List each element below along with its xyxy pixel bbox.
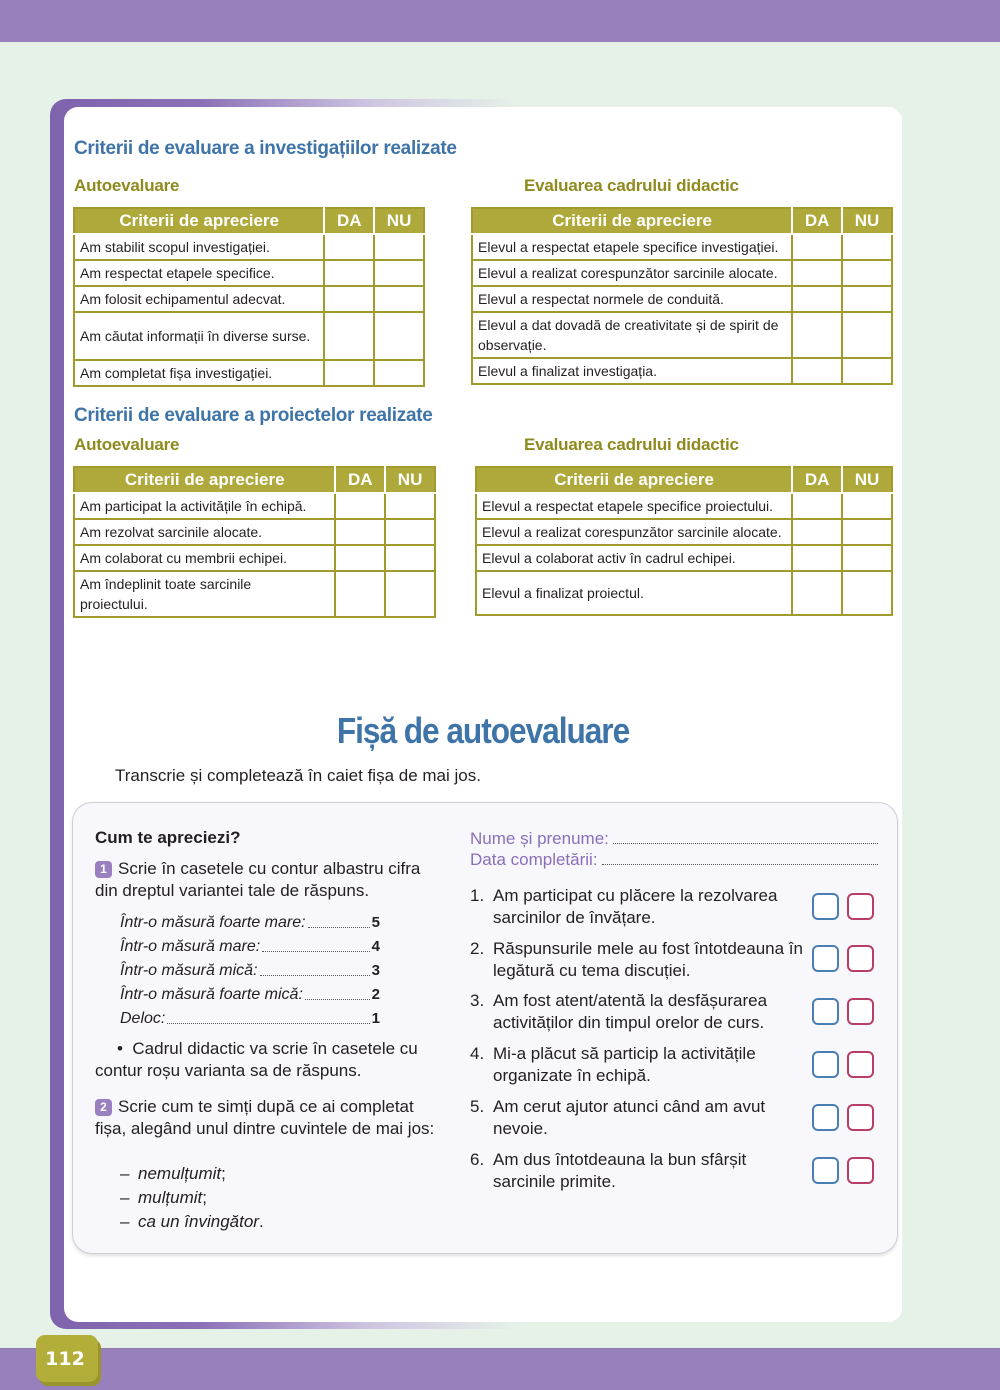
table-proiecte-cadru (475, 466, 893, 616)
da-cell[interactable] (792, 260, 842, 286)
name-dot-line[interactable] (613, 828, 878, 844)
task-number-badge: 2 (95, 1099, 112, 1116)
criterion-text: Am îndeplinit toate sarcinile proiectului. (74, 571, 335, 617)
option-punct: ; (202, 1188, 207, 1207)
nu-cell[interactable] (842, 545, 892, 571)
feeling-option: – ca un învingător. (120, 1212, 264, 1231)
dot-leader (260, 959, 370, 976)
dot-leader (308, 911, 370, 928)
item-number: 5. (470, 1097, 485, 1116)
item-number: 4. (470, 1044, 485, 1063)
student-answer-box[interactable] (812, 1051, 839, 1078)
student-answer-box[interactable] (812, 945, 839, 972)
dot-leader (305, 983, 370, 1000)
scale-row (120, 959, 380, 983)
nu-cell[interactable] (842, 312, 892, 358)
criterion-text: Am respectat etapele specifice. (74, 260, 324, 286)
item-text: Am cerut ajutor atunci când am avut nevoie. (493, 1097, 766, 1138)
column-header-criterii: Criterii de apreciere (472, 208, 792, 234)
student-answer-box[interactable] (812, 1157, 839, 1184)
criterion-text: Elevul a realizat corespunzător sarcinile alocate. (476, 519, 792, 545)
heading-autoevaluare-proiecte: Autoevaluare (74, 435, 180, 454)
table-row (74, 260, 424, 286)
da-cell[interactable] (324, 234, 374, 260)
da-cell[interactable] (324, 260, 374, 286)
item-text: Am fost atent/atentă la desfășurarea activităților din timpul orelor de curs. (493, 991, 768, 1032)
table-row (74, 571, 435, 617)
table-row (476, 493, 892, 519)
teacher-answer-box[interactable] (847, 893, 874, 920)
task-2 (95, 1096, 440, 1140)
da-cell[interactable] (792, 493, 842, 519)
scale-label: Într-o măsură foarte mare: (120, 914, 306, 931)
nu-cell[interactable] (374, 312, 424, 360)
item-number: 6. (470, 1150, 485, 1169)
table-row (74, 493, 435, 519)
criterion-text: Elevul a finalizat investigația. (472, 358, 792, 384)
criterion-text: Elevul a respectat normele de conduită. (472, 286, 792, 312)
da-cell[interactable] (792, 519, 842, 545)
criterion-text: Elevul a finalizat proiectul. (476, 571, 792, 615)
student-answer-box[interactable] (812, 1104, 839, 1131)
scale-value: 5 (371, 914, 380, 931)
column-header-nu: NU (374, 208, 424, 234)
item-text: Am participat cu plăcere la rezolvarea sarcinilor de învățare. (493, 886, 778, 927)
item-number: 2. (470, 939, 485, 958)
nu-cell[interactable] (842, 519, 892, 545)
nu-cell[interactable] (385, 519, 435, 545)
da-cell[interactable] (792, 571, 842, 615)
teacher-answer-box[interactable] (847, 1157, 874, 1184)
feeling-option: – mulțumit; (120, 1188, 207, 1207)
nu-cell[interactable] (842, 571, 892, 615)
heading-cadru-proiecte: Evaluarea cadrului didactic (524, 435, 739, 454)
table-row (74, 360, 424, 386)
item-number: 3. (470, 991, 485, 1010)
scale-value: 2 (371, 986, 380, 1003)
task-1 (95, 858, 440, 902)
scale-label: Într-o măsură mică: (120, 962, 258, 979)
option-text: ca un învingător (138, 1212, 259, 1231)
criterion-text: Am folosit echipamentul adecvat. (74, 286, 324, 312)
da-cell[interactable] (324, 286, 374, 312)
nu-cell[interactable] (374, 360, 424, 386)
criterion-text: Elevul a realizat corespunzător sarcinile alocate. (472, 260, 792, 286)
column-header-da: DA (335, 467, 385, 493)
da-cell[interactable] (324, 360, 374, 386)
da-cell[interactable] (792, 545, 842, 571)
scale-value: 1 (371, 1010, 380, 1027)
scale-row (120, 935, 380, 959)
task-number-badge: 1 (95, 861, 112, 878)
student-answer-box[interactable] (812, 893, 839, 920)
teacher-answer-box[interactable] (847, 1104, 874, 1131)
fisa-instruction: Transcrie și completează în caiet fișa de mai jos. (115, 766, 481, 785)
name-field[interactable] (470, 828, 878, 849)
nu-cell[interactable] (842, 260, 892, 286)
nu-cell[interactable] (842, 286, 892, 312)
section-title-proiecte: Criterii de evaluare a proiectelor realizate (74, 405, 433, 426)
criterion-text: Am completat fișa investigației. (74, 360, 324, 386)
criterion-text: Elevul a respectat etapele specifice proiectului. (476, 493, 792, 519)
top-band (0, 0, 1000, 42)
option-punct: . (258, 1212, 264, 1231)
nu-cell[interactable] (385, 493, 435, 519)
scale-row (120, 911, 380, 935)
criterion-text: Elevul a respectat etapele specifice investigației. (472, 234, 792, 260)
teacher-note-text: Cadrul didactic va scrie în casetele cu contur roșu varianta sa de răspuns. (95, 1039, 418, 1080)
nu-cell[interactable] (374, 260, 424, 286)
column-header-da: DA (324, 208, 374, 234)
option-text: mulțumit (138, 1188, 203, 1207)
column-header-da: DA (792, 467, 842, 493)
date-dot-line[interactable] (602, 849, 878, 865)
nu-cell[interactable] (374, 234, 424, 260)
column-header-nu: NU (842, 208, 892, 234)
item-number: 1. (470, 886, 485, 905)
teacher-note (95, 1038, 440, 1082)
page-number: 112 (36, 1335, 98, 1382)
scale-label: Într-o măsură mare: (120, 938, 261, 955)
da-cell[interactable] (335, 493, 385, 519)
table-row (472, 312, 892, 358)
scale-label: Deloc: (120, 1010, 166, 1027)
fisa-title: Fișă de autoevaluare (336, 710, 630, 751)
da-cell[interactable] (792, 358, 842, 384)
criterion-text: Am colaborat cu membrii echipei. (74, 545, 335, 571)
table-investigatii-cadru (471, 207, 893, 385)
question-heading: Cum te apreciezi? (95, 828, 241, 847)
scale-value: 4 (371, 938, 380, 955)
da-cell[interactable] (335, 545, 385, 571)
task-1-text: Scrie în casetele cu contur albastru cifra din dreptul variantei tale de răspuns. (95, 859, 421, 900)
feeling-option: – nemulțumit; (120, 1164, 226, 1183)
bottom-band (0, 1348, 1000, 1390)
rating-scale (120, 911, 380, 1031)
criterion-text: Am stabilit scopul investigației. (74, 234, 324, 260)
table-row (476, 545, 892, 571)
teacher-answer-box[interactable] (847, 998, 874, 1025)
date-label: Data completării: (470, 850, 598, 869)
table-row (74, 286, 424, 312)
table-investigatii-autoevaluare (73, 207, 425, 387)
criterion-text: Elevul a colaborat activ în cadrul echipei. (476, 545, 792, 571)
da-cell[interactable] (792, 286, 842, 312)
scale-label: Într-o măsură foarte mică: (120, 986, 303, 1003)
name-label: Nume și prenume: (470, 829, 609, 848)
heading-cadru-investigatii: Evaluarea cadrului didactic (524, 176, 739, 195)
student-answer-box[interactable] (812, 998, 839, 1025)
nu-cell[interactable] (385, 571, 435, 617)
table-row (74, 312, 424, 360)
da-cell[interactable] (792, 234, 842, 260)
table-row (74, 234, 424, 260)
feeling-options (120, 1162, 264, 1234)
item-text: Răspunsurile mele au fost întotdeauna în legătură cu tema discuției. (493, 939, 803, 980)
da-cell[interactable] (792, 312, 842, 358)
table-row (74, 519, 435, 545)
da-cell[interactable] (335, 519, 385, 545)
column-header-criterii: Criterii de apreciere (74, 208, 324, 234)
nu-cell[interactable] (842, 493, 892, 519)
scale-row (120, 1007, 380, 1031)
table-row (476, 571, 892, 615)
criterion-text: Am participat la activitățile în echipă. (74, 493, 335, 519)
column-header-criterii: Criterii de apreciere (74, 467, 335, 493)
item-text: Mi-a plăcut să particip la activitățile organizate în echipă. (493, 1044, 756, 1085)
nu-cell[interactable] (842, 234, 892, 260)
criterion-text: Am căutat informații în diverse surse. (74, 312, 324, 360)
criterion-text: Am rezolvat sarcinile alocate. (74, 519, 335, 545)
dot-leader (167, 1007, 369, 1024)
option-punct: ; (221, 1164, 226, 1183)
column-header-criterii: Criterii de apreciere (476, 467, 792, 493)
criterion-text: Elevul a dat dovadă de creativitate și de spirit de observație. (472, 312, 792, 358)
teacher-answer-box[interactable] (847, 1051, 874, 1078)
task-2-text: Scrie cum te simți după ce ai completat fișa, alegând unul dintre cuvintele de mai jos: (95, 1097, 435, 1138)
table-row (472, 358, 892, 384)
column-header-nu: NU (385, 467, 435, 493)
table-row (472, 260, 892, 286)
table-row (472, 286, 892, 312)
bullet-icon: • (117, 1039, 133, 1058)
scale-row (120, 983, 380, 1007)
item-text: Am dus întotdeauna la bun sfârșit sarcinile primite. (493, 1150, 747, 1191)
table-proiecte-autoevaluare (73, 466, 436, 618)
heading-autoevaluare-investigatii: Autoevaluare (74, 176, 180, 195)
table-row (472, 234, 892, 260)
date-field[interactable] (470, 849, 878, 870)
da-cell[interactable] (324, 312, 374, 360)
table-row (74, 545, 435, 571)
column-header-da: DA (792, 208, 842, 234)
table-row (476, 519, 892, 545)
section-title-investigatii: Criterii de evaluare a investigațiilor realizate (74, 138, 457, 159)
nu-cell[interactable] (385, 545, 435, 571)
teacher-answer-box[interactable] (847, 945, 874, 972)
column-header-nu: NU (842, 467, 892, 493)
dot-leader (262, 935, 369, 952)
nu-cell[interactable] (842, 358, 892, 384)
nu-cell[interactable] (374, 286, 424, 312)
scale-value: 3 (371, 962, 380, 979)
da-cell[interactable] (335, 571, 385, 617)
option-text: nemulțumit (138, 1164, 222, 1183)
